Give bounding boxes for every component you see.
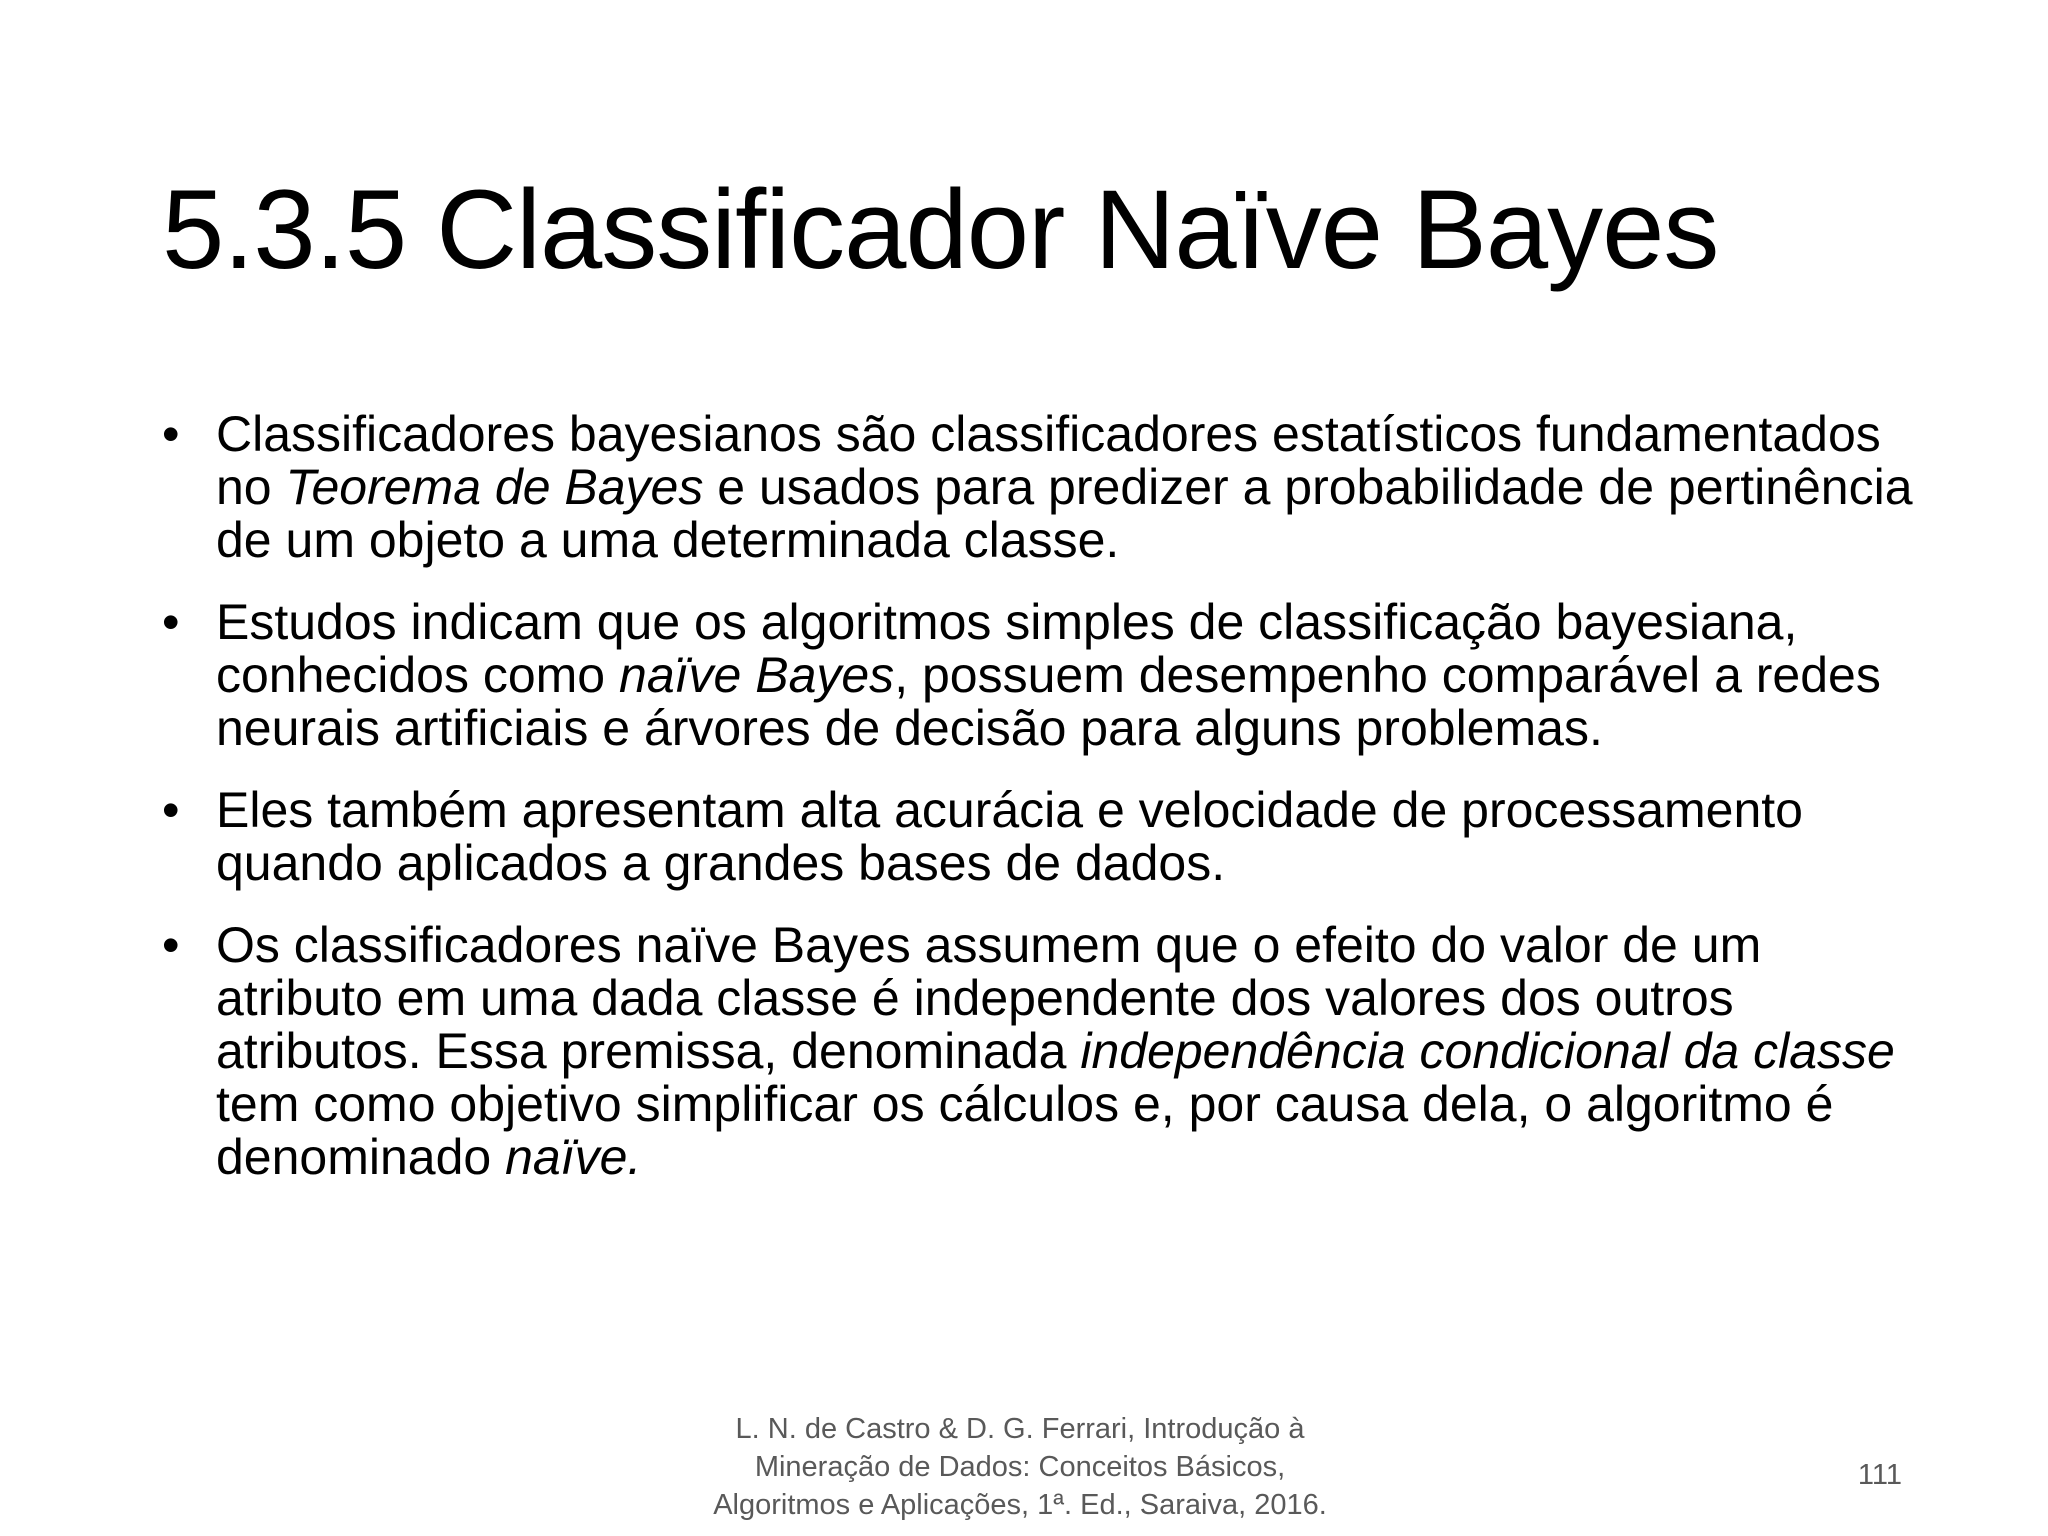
bullet-text	[216, 406, 1913, 568]
bullet-text-segment: Estudos indicam que os algoritmos simples de classificação bayesiana, conhecidos como	[216, 594, 1798, 703]
bullet-text-segment: , possuem desempenho comparável a redes neurais artificiais e árvores de decisão para alguns problemas.	[216, 647, 1881, 756]
bullet-text-emphasis: Teorema de Bayes	[285, 459, 704, 515]
citation-line: Algoritmos e Aplicações, 1ª. Ed., Saraiva, 2016.	[713, 1489, 1327, 1521]
page-number: 111	[1857, 1459, 1902, 1491]
bullet-text-emphasis: independência condicional da classe	[1080, 1023, 1895, 1079]
bullet-text	[216, 782, 1803, 891]
bullet-text-segment: Eles também apresentam alta acurácia e velocidade de processamento quando aplicados a grandes bases de dados.	[216, 782, 1803, 891]
citation-line: L. N. de Castro & D. G. Ferrari, Introdução à	[735, 1413, 1305, 1445]
bullet-text-segment: Os classificadores naïve Bayes assumem que o efeito do valor de um atributo em uma dada classe é independente dos valores dos outros atributos. Essa premissa, denominada	[216, 917, 1762, 1079]
bullet-symbol: •	[162, 917, 180, 973]
footer-citation	[640, 1410, 1400, 1524]
bullet-list	[162, 408, 1922, 1213]
bullet-text-segment: e usados para predizer a probabilidade de pertinência de um objeto a uma determinada classe.	[216, 459, 1913, 568]
citation-line: Mineração de Dados: Conceitos Básicos,	[754, 1451, 1286, 1483]
bullet-text-emphasis: naïve Bayes	[619, 647, 895, 703]
bullet-text	[216, 594, 1881, 756]
bullet-text	[216, 917, 1895, 1185]
slide-title: 5.3.5 Classificador Naïve Bayes	[162, 167, 1719, 292]
bullet-text-emphasis: naïve.	[505, 1129, 642, 1185]
bullet-item	[162, 408, 1922, 567]
bullet-text-segment: Classificadores bayesianos são classificadores estatísticos fundamentados no	[216, 406, 1881, 515]
bullet-symbol: •	[162, 406, 180, 462]
bullet-item	[162, 596, 1922, 755]
bullet-text-segment: tem como objetivo simplificar os cálculos e, por causa dela, o algoritmo é denominado	[216, 1076, 1834, 1185]
bullet-symbol: •	[162, 594, 180, 650]
bullet-symbol: •	[162, 782, 180, 838]
bullet-item	[162, 919, 1922, 1184]
bullet-item	[162, 784, 1922, 890]
